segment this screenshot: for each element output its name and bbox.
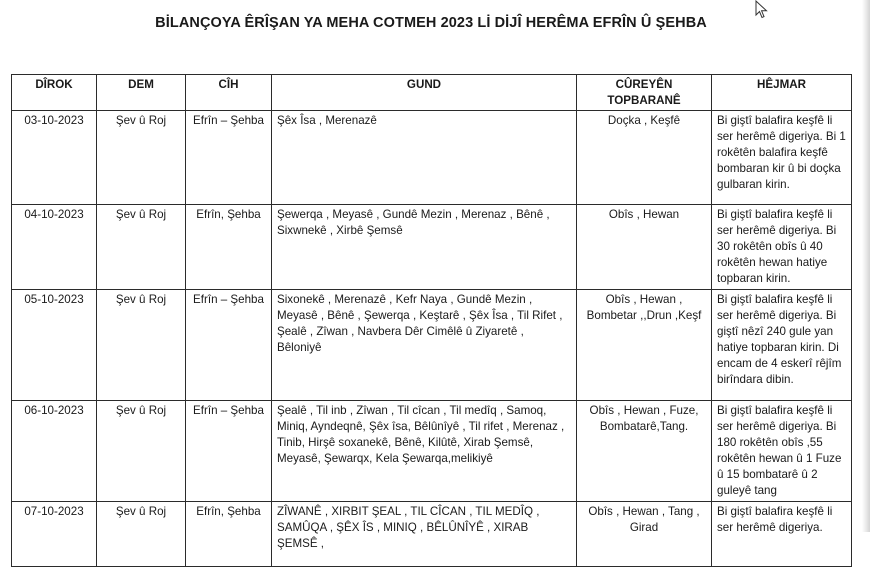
- cell-attack-type: Obîs , Hewan , Bombetar ,,Drun ,Keşf: [577, 290, 712, 401]
- cell-place: Efrîn, Şehba: [186, 502, 272, 567]
- cell-date: 03-10-2023: [12, 111, 97, 205]
- cell-time: Şev û Roj: [97, 111, 186, 205]
- cell-time: Şev û Roj: [97, 502, 186, 567]
- cell-date: 04-10-2023: [12, 205, 97, 290]
- cell-attack-type: Obîs , Hewan , Fuze, Bombatarê,Tang.: [577, 401, 712, 502]
- document-title: BİLANÇOYA ÊRÎŞAN YA MEHA COTMEH 2023 Lİ DİJÎ HERÊMA EFRÎN Û ŞEHBA: [155, 15, 707, 31]
- table-row: [12, 290, 852, 401]
- cell-date: 05-10-2023: [12, 290, 97, 401]
- cell-villages: ZÎWANÊ , XIRBIT ŞEAL , TIL CÎCAN , TIL MEDÎQ , SAMÛQA , ŞÊX ÎS , MINIQ , BÊLÛNÎYÊ , XIRAB ŞEMSÊ ,: [272, 502, 577, 567]
- cell-attack-type: Obîs , Hewan , Tang , Girad: [577, 502, 712, 567]
- table-row: [12, 111, 852, 205]
- cell-time: Şev û Roj: [97, 290, 186, 401]
- header-attack-type: CÛREYÊN TOPBARANÊ: [577, 75, 712, 111]
- cell-time: Şev û Roj: [97, 205, 186, 290]
- cell-villages: Şêx Îsa , Merenazê: [272, 111, 577, 205]
- cell-date: 07-10-2023: [12, 502, 97, 567]
- cell-villages: Şewerqa , Meyasê , Gundê Mezin , Merenaz , Bênê , Sixwnekê , Xirbê Şemsê: [272, 205, 577, 290]
- table-row: [12, 502, 852, 567]
- header-time: DEM: [97, 75, 186, 111]
- cell-place: Efrîn – Şehba: [186, 290, 272, 401]
- cell-attack-type: Obîs , Hewan: [577, 205, 712, 290]
- cell-count: Bi giştî balafira keşfê li ser herêmê digeriya. Bi 30 rokêtên obîs û 40 rokêtên hewan hatiye topbaran kirin.: [712, 205, 852, 290]
- table-header-row: [12, 75, 852, 111]
- header-date: DÎROK: [12, 75, 97, 111]
- cell-count: Bi giştî balafira keşfê li ser herêmê digeriya. Bi giştî nêzî 240 gule yan hatiye topbaran kirin. Di encam de 4 eskerî rêjîm birîndara dibin.: [712, 290, 852, 401]
- cell-date: 06-10-2023: [12, 401, 97, 502]
- cell-count: Bi giştî balafira keşfê li ser herêmê digeriya. Bi 180 rokêtên obîs ,55 rokêtên hewan û 1 Fuze û 15 bombatarê û 2 guleyê tang: [712, 401, 852, 502]
- window-edge: [862, 0, 870, 532]
- table-row: [12, 401, 852, 502]
- cell-place: Efrîn, Şehba: [186, 205, 272, 290]
- header-count: HÊJMAR: [712, 75, 852, 111]
- table-row: [12, 205, 852, 290]
- cell-villages: Sixonekê , Merenazê , Kefr Naya , Gundê Mezin , Meyasê , Bênê , Şewerqa , Keştarê , Şêx Îsa , Til Rifet , Şealê , Zîwan , Navbera Dêr Cimêlê û Ziyaretê , Bêloniyê: [272, 290, 577, 401]
- cell-count: Bi giştî balafira keşfê li ser herêmê digeriya. Bi 1 rokêtên balafira keşfê bombaran kir û bi doçka gulbaran kirin.: [712, 111, 852, 205]
- cell-place: Efrîn – Şehba: [186, 111, 272, 205]
- cell-place: Efrîn – Şehba: [186, 401, 272, 502]
- mouse-cursor-icon: [755, 0, 769, 20]
- cell-time: Şev û Roj: [97, 401, 186, 502]
- header-place: CÎH: [186, 75, 272, 111]
- header-villages: GUND: [272, 75, 577, 111]
- cell-villages: Şealê , Til inb , Zîwan , Til cîcan , Til medîq , Samoq, Miniq, Ayndeqnê, Şêx îsa, Bêlûnîyê , Til rifet , Merenaz , Tinib, Hirşê soxanekê, Bênê, Kilûtê, Xirab Şemsê, Meyasê, Şewarqx, Kela Şewarqa,melikiyê: [272, 401, 577, 502]
- attacks-table: [11, 74, 852, 567]
- cell-count: Bi giştî balafira keşfê li ser herêmê digeriya.: [712, 502, 852, 567]
- cell-attack-type: Doçka , Keşfê: [577, 111, 712, 205]
